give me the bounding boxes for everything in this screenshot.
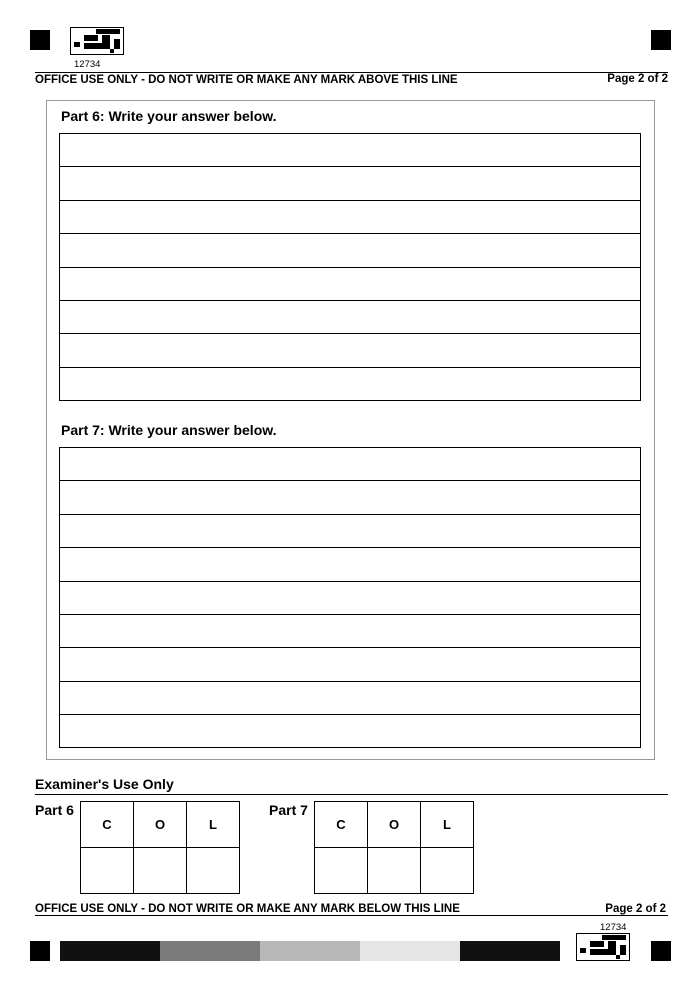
score-header-o: O (134, 802, 187, 848)
calibration-bar-5 (460, 941, 560, 961)
score-header-c: C (315, 802, 368, 848)
answer-line[interactable] (60, 582, 640, 615)
calibration-bar-4 (360, 941, 460, 961)
score-header-c: C (81, 802, 134, 848)
answer-line[interactable] (60, 268, 640, 301)
calibration-bar-3 (260, 941, 360, 961)
answer-line[interactable] (60, 682, 640, 715)
calibration-bar-1 (60, 941, 160, 961)
score-cell-o[interactable] (368, 848, 421, 894)
examiner-part-6-label: Part 6 (35, 802, 74, 818)
office-use-notice-top: OFFICE USE ONLY - DO NOT WRITE OR MAKE ANY MARK ABOVE THIS LINE (35, 74, 458, 86)
examiner-part-7-label: Part 7 (269, 802, 308, 818)
score-header-l: L (421, 802, 474, 848)
score-header-o: O (368, 802, 421, 848)
answer-line[interactable] (60, 548, 640, 581)
score-cell-l[interactable] (187, 848, 240, 894)
bottom-rule (35, 915, 668, 916)
answer-line[interactable] (60, 648, 640, 681)
barcode-number-top: 12734 (74, 59, 101, 70)
registration-mark-top-right (651, 30, 671, 50)
calibration-bar-2 (160, 941, 260, 961)
page-label-top: Page 2 of 2 (607, 73, 668, 85)
answer-line[interactable] (60, 301, 640, 334)
examiner-part-6-score-table (80, 801, 240, 894)
score-cell-o[interactable] (134, 848, 187, 894)
answer-line[interactable] (60, 715, 640, 748)
part-7-label: Part 7: Write your answer below. (61, 422, 277, 438)
answer-line[interactable] (60, 368, 640, 401)
top-rule (35, 72, 668, 73)
registration-mark-bottom-left (30, 941, 50, 961)
answer-line[interactable] (60, 134, 640, 167)
answer-line[interactable] (60, 481, 640, 514)
answer-line[interactable] (60, 448, 640, 481)
barcode-top-icon (70, 27, 124, 55)
answer-line[interactable] (60, 234, 640, 267)
examiner-part-7-score-table (314, 801, 474, 894)
answer-line[interactable] (60, 167, 640, 200)
office-use-notice-bottom: OFFICE USE ONLY - DO NOT WRITE OR MAKE ANY MARK BELOW THIS LINE (35, 903, 460, 915)
page-label-bottom: Page 2 of 2 (605, 903, 666, 915)
score-header-l: L (187, 802, 240, 848)
examiner-rule (35, 794, 668, 795)
part-6-answer-area[interactable] (59, 133, 641, 401)
score-cell-c[interactable] (81, 848, 134, 894)
answer-line[interactable] (60, 515, 640, 548)
part-6-label: Part 6: Write your answer below. (61, 108, 277, 124)
answer-line[interactable] (60, 201, 640, 234)
answer-line[interactable] (60, 334, 640, 367)
score-cell-c[interactable] (315, 848, 368, 894)
registration-mark-bottom-right (651, 941, 671, 961)
barcode-bottom-icon (576, 933, 630, 961)
barcode-number-bottom: 12734 (600, 922, 627, 933)
answer-line[interactable] (60, 615, 640, 648)
score-cell-l[interactable] (421, 848, 474, 894)
part-7-answer-area[interactable] (59, 447, 641, 748)
examiner-use-title: Examiner's Use Only (35, 776, 174, 792)
registration-mark-top-left (30, 30, 50, 50)
